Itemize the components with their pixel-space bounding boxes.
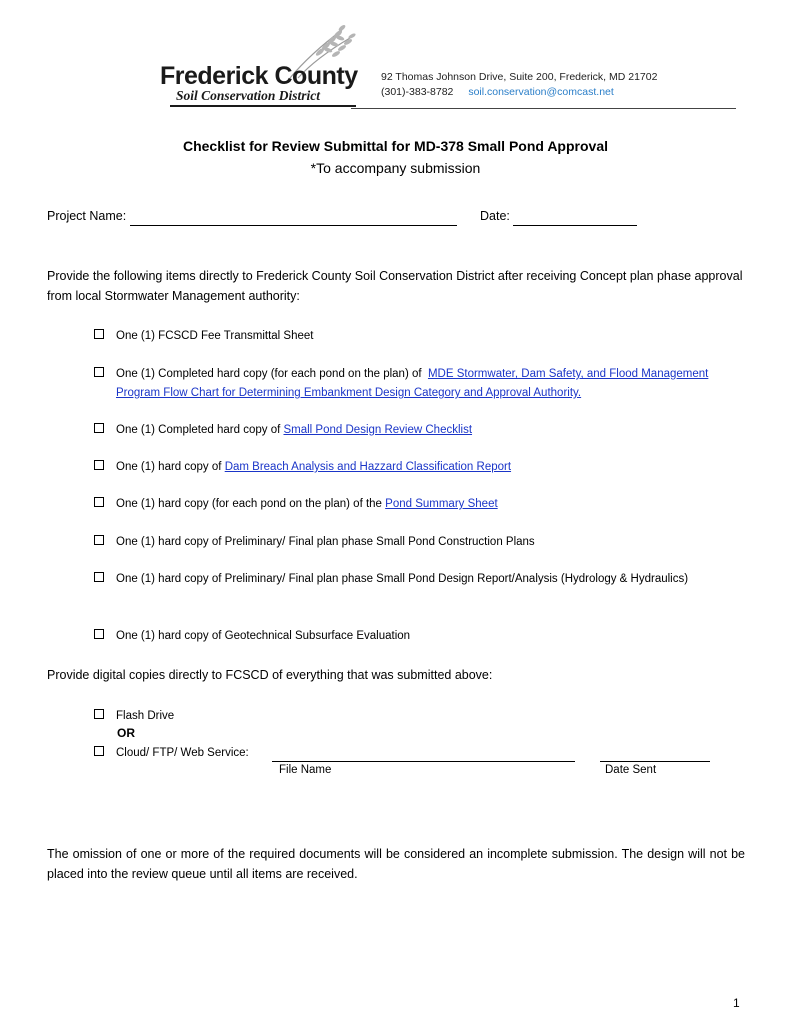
page-subtitle: *To accompany submission xyxy=(310,160,481,176)
date-input[interactable] xyxy=(513,211,637,226)
item-text: One (1) hard copy of Geotechnical Subsurface Evaluation xyxy=(116,630,411,642)
checkbox[interactable] xyxy=(94,460,104,470)
checkbox[interactable] xyxy=(94,572,104,582)
email-link[interactable]: soil.conservation@comcast.net xyxy=(468,86,614,98)
checklist-item xyxy=(94,495,734,514)
closing-paragraph: The omission of one or more of the required documents will be considered an incomplete submission. The design will not be placed into the review queue until all items are received. xyxy=(47,847,745,881)
checklist-item xyxy=(94,421,734,440)
checkbox[interactable] xyxy=(94,423,104,433)
checkbox[interactable] xyxy=(94,535,104,545)
date-label: Date: xyxy=(480,209,510,223)
date-sent-label: Date Sent xyxy=(605,764,657,776)
checklist-item xyxy=(94,458,734,477)
item-text: One (1) FCSCD Fee Transmittal Sheet xyxy=(116,330,314,342)
item-text: One (1) hard copy of xyxy=(116,461,222,473)
small-pond-checklist-link[interactable]: Small Pond Design Review Checklist xyxy=(283,424,473,436)
page-number: 1 xyxy=(733,996,740,1010)
checklist-item xyxy=(94,327,734,346)
page-title: Checklist for Review Submittal for MD-378 Small Pond Approval xyxy=(182,138,608,154)
header-divider xyxy=(351,108,736,109)
checkbox[interactable] xyxy=(94,629,104,639)
cloud-label: Cloud/ FTP/ Web Service: xyxy=(116,747,249,759)
checklist-item xyxy=(94,570,734,589)
item-text: One (1) hard copy of Preliminary/ Final plan phase Small Pond Construction Plans xyxy=(116,536,535,548)
project-name-input[interactable] xyxy=(130,211,457,226)
item-text: One (1) hard copy (for each pond on the plan) of the xyxy=(116,498,382,510)
checkbox[interactable] xyxy=(94,497,104,507)
project-name-label: Project Name: xyxy=(47,209,127,223)
item-text: One (1) Completed hard copy (for each pond on the plan) of xyxy=(116,368,422,380)
checkbox[interactable] xyxy=(94,709,104,719)
mde-flow-chart-link[interactable]: MDE Stormwater, Dam Safety, and Flood Management Program Flow Chart for Determining Embankment Design Category and Approval Authority. xyxy=(116,368,709,399)
date-field xyxy=(480,206,637,226)
date-sent-input[interactable] xyxy=(600,761,710,762)
or-label: OR xyxy=(117,726,135,740)
dam-breach-report-link[interactable]: Dam Breach Analysis and Hazzard Classification Report xyxy=(224,461,512,473)
item-text-block xyxy=(116,421,736,440)
checkbox[interactable] xyxy=(94,367,104,377)
flash-drive-label: Flash Drive xyxy=(116,710,175,722)
item-text-block xyxy=(116,495,736,514)
org-subtitle: Soil Conservation District xyxy=(176,88,321,103)
item-text-block xyxy=(116,458,736,477)
project-name-field xyxy=(47,206,457,226)
checkbox[interactable] xyxy=(94,746,104,756)
intro-paragraph: Provide the following items directly to Frederick County Soil Conservation District after receiving Concept plan phase approval from local Stormwater Management authority: xyxy=(47,269,743,303)
checklist-item xyxy=(94,627,734,646)
org-subtitle-rule xyxy=(170,105,356,107)
checklist-item xyxy=(94,533,734,552)
item-text-block xyxy=(116,365,736,403)
item-text: One (1) Completed hard copy of xyxy=(116,424,281,436)
address: 92 Thomas Johnson Drive, Suite 200, Frederick, MD 21702 xyxy=(381,71,658,83)
digital-intro: Provide digital copies directly to FCSCD of everything that was submitted above: xyxy=(47,668,493,682)
item-text: One (1) hard copy of Preliminary/ Final plan phase Small Pond Design Report/Analysis (Hydrology & Hydraulics) xyxy=(116,573,689,585)
contact-line xyxy=(381,87,614,98)
org-name: Frederick County xyxy=(160,62,358,90)
flash-drive-option xyxy=(94,707,734,726)
checkbox[interactable] xyxy=(94,329,104,339)
pond-summary-sheet-link[interactable]: Pond Summary Sheet xyxy=(385,498,498,510)
phone: (301)-383-8782 xyxy=(381,86,454,98)
file-name-input[interactable] xyxy=(272,761,575,762)
file-name-label: File Name xyxy=(279,764,332,776)
checklist-item xyxy=(94,365,734,399)
